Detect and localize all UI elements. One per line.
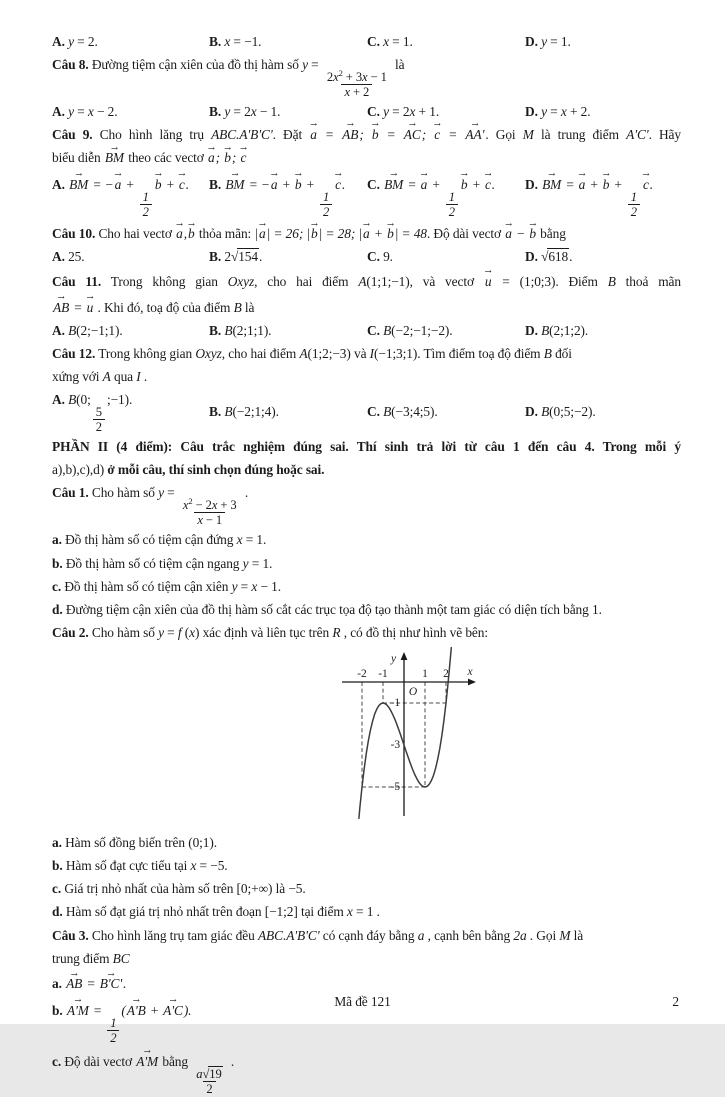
- q10-option-c: C. 9.: [367, 249, 393, 265]
- q11-option-c: C. B(−2;−1;−2).: [367, 322, 453, 338]
- q9-stem-line-1: Câu 9. Cho hình lăng trụ ABC.A'B'C'. Đặt → a = → AB; → b = → AC; → c = → AA'. Gọi M là trung điểm A'C'. Hãy: [52, 119, 681, 142]
- p2q1-stem: Câu 1. Cho hàm số y = $\frac{x^2 - 2x + 3}{x - 1}$ .: [52, 485, 249, 528]
- function-curve: [359, 647, 451, 818]
- q11-stem-line-2: → AB = → u . Khi đó, toạ độ của điểm B là: [53, 292, 255, 315]
- x-axis-arrow: [468, 678, 476, 685]
- p2q2-stem: Câu 2. Cho hàm số y = f (x) xác định và liên tục trên R , có đồ thị như hình vẽ bên:: [52, 624, 488, 640]
- q8-option-a: A. y = x − 2.: [52, 103, 118, 119]
- q11-option-d: D. B(2;1;2).: [525, 322, 589, 338]
- exam-code: Mã đề 121: [334, 994, 391, 1009]
- q8-option-b: B. y = 2x − 1.: [209, 103, 281, 119]
- p2q1-statement-c: c. Đồ thị hàm số có tiệm cận xiên y = x − 1.: [52, 578, 281, 594]
- q10-option-a: A. 25.: [52, 249, 85, 265]
- q11-option-a: A. B(2;−1;1).: [52, 322, 123, 338]
- y-tick-label: -5: [390, 780, 400, 793]
- p2q1-statement-b: b. Đồ thị hàm số có tiệm cận ngang y = 1.: [52, 555, 273, 571]
- q10-option-b: B. 2√154.: [209, 249, 263, 265]
- q12-stem-line-1: Câu 12. Trong không gian Oxyz, cho hai điểm A(1;2;−3) và I(−1;3;1). Tìm điểm toạ độ điểm B đối: [52, 345, 572, 361]
- part2-question-2: [52, 621, 681, 924]
- page-number: 2: [672, 994, 679, 1009]
- part2-header-line-1: PHẦN II (4 điểm): Câu trắc nghiệm đúng sai. Thí sinh trả lời từ câu 1 đến câu 4. Trong mỗi ý: [52, 439, 681, 455]
- q9-option-d: D. → BM = → a + → b + $\frac{1}{2}$ → c.: [525, 169, 654, 219]
- q8-stem: Câu 8. Đường tiệm cận xiên của đồ thị hàm số y = $\frac{2x^2 + 3x - 1}{x + 2}$ là: [52, 56, 405, 99]
- q7-option-b: B. x = −1.: [209, 33, 262, 49]
- p2q3-stem-line-1: Câu 3. Cho hình lăng trụ tam giác đều ABC.A'B'C' có cạnh đáy bằng a , cạnh bên bằng 2a . Gọi M là: [52, 927, 584, 943]
- q12-option-d: D. B(0;5;−2).: [525, 404, 596, 419]
- p2q3-statement-a: a. → AB = → B'C'.: [52, 968, 127, 992]
- q8-option-c: C. y = 2x + 1.: [367, 103, 440, 119]
- q7-options-row: [52, 30, 681, 53]
- function-graph-figure: [332, 648, 484, 830]
- part2-header-line-2: a),b),c),d) ở mỗi câu, thí sinh chọn đúng hoặc sai.: [52, 462, 325, 478]
- p2q1-statement-d: d. Đường tiệm cận xiên của đồ thị hàm số cắt các trục tọa độ tạo thành một tam giác có diện tích bằng 1.: [52, 601, 602, 617]
- q7-option-a: A. y = 2.: [52, 33, 98, 49]
- y-tick-label: -3: [390, 738, 400, 751]
- q9-options-row: [52, 170, 681, 221]
- p2q3-statement-b: b. → A'M = $\frac{1}{2}$ ( → A'B + → A'C).: [52, 995, 192, 1045]
- q12-option-c: C. B(−3;4;5).: [367, 404, 438, 419]
- q9-option-a: A. → BM = − → a + $\frac{1}{2}$ → b + → c.: [52, 169, 189, 219]
- part2-question-1: [52, 482, 681, 622]
- q8-option-d: D. y = x + 2.: [525, 103, 591, 119]
- q12-option-a: A. B(0; $\frac{5}{2}$ ;−1).: [52, 391, 133, 435]
- x-tick-label: 1: [422, 667, 428, 680]
- q9-option-b: B. → BM = − → a + → b + $\frac{1}{2}$ → c.: [209, 169, 346, 219]
- p2q2-statement-d: d. Hàm số đạt giá trị nhỏ nhất trên đoạn [−1;2] tại điểm x = 1 .: [52, 904, 380, 920]
- x-tick-label: -2: [357, 667, 367, 680]
- q9-stem-line-2: biểu diễn → BM theo các vectơ → a; → b; → c: [52, 142, 247, 165]
- p2q2-statement-a: a. Hàm số đồng biến trên (0;1).: [52, 835, 217, 851]
- q8-options-row: [52, 100, 681, 123]
- q12-stem-line-2: xứng với A qua I .: [52, 368, 148, 384]
- question-11: [52, 266, 681, 342]
- question-12: [52, 342, 681, 435]
- q12-option-b: B. B(−2;1;4).: [209, 404, 279, 419]
- p2q2-statement-c: c. Giá trị nhỏ nhất của hàm số trên [0;+∞) là −5.: [52, 881, 306, 897]
- origin-label: O: [408, 685, 418, 698]
- y-axis-label: y: [390, 652, 396, 665]
- q12-options-row: [52, 388, 681, 435]
- p2q3-stem-line-2: trung điểm BC: [52, 950, 130, 966]
- page-footer: [0, 992, 725, 1012]
- q7-option-d: D. y = 1.: [525, 33, 571, 49]
- q11-options-row: [52, 319, 681, 342]
- q11-option-b: B. B(2;1;1).: [209, 322, 272, 338]
- x-axis-label: x: [467, 665, 473, 678]
- q10-stem: Câu 10. Cho hai vectơ → a, → b thỏa mãn: | → a| = 26; | → b| = 28; | → a + → b| = 48. Độ dài vectơ → a − → b bằng: [52, 218, 566, 242]
- question-9: [52, 119, 681, 220]
- y-tick-label: -1: [390, 696, 400, 709]
- function-graph: [332, 648, 484, 824]
- x-tick-label: -1: [378, 667, 388, 680]
- x-tick-label: 2: [443, 667, 449, 680]
- question-10: [52, 220, 681, 269]
- p2q1-statement-a: a. Đồ thị hàm số có tiệm cận đứng x = 1.: [52, 532, 267, 548]
- q11-stem-line-1: Câu 11. Trong không gian Oxyz, cho hai điểm A(1;1;−1), và vectơ → u = (1;0;3). Điểm B thoả mãn: [52, 266, 681, 289]
- q10-options-row: [52, 246, 681, 269]
- q10-option-d: D. √618.: [525, 249, 573, 265]
- q9-option-c: C. → BM = → a + $\frac{1}{2}$ → b + → c.: [367, 169, 496, 219]
- y-axis-arrow: [401, 652, 408, 660]
- p2q2-statement-b: b. Hàm số đạt cực tiểu tại x = −5.: [52, 858, 228, 874]
- question-8: [52, 53, 681, 123]
- part2-header: [52, 436, 681, 482]
- p2q3-statement-c: c. Độ dài vectơ → A'M bằng $\frac{a√19}{2}$ .: [52, 1046, 235, 1096]
- q7-option-c: C. x = 1.: [367, 33, 413, 49]
